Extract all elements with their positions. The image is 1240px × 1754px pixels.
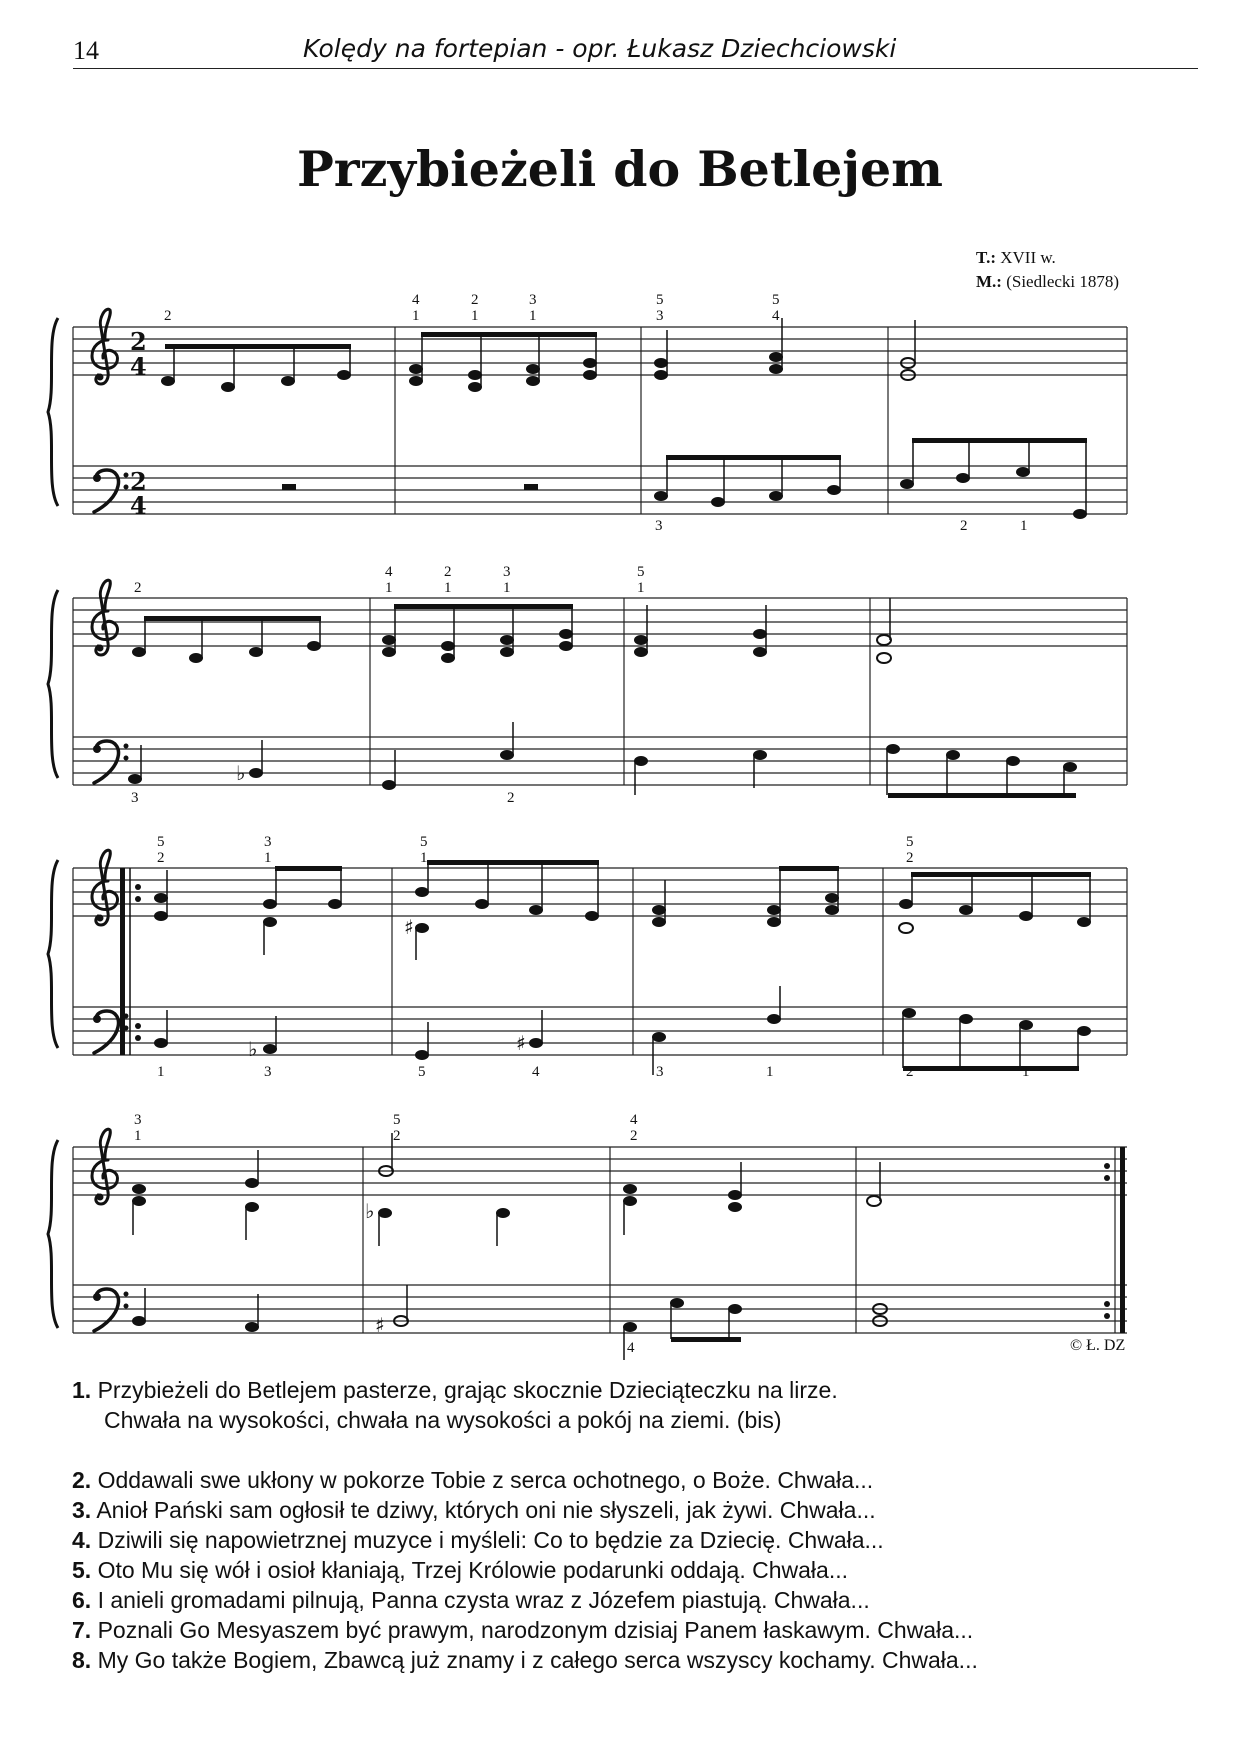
verse-number: 8.	[72, 1647, 92, 1673]
fingering: 2	[471, 292, 479, 308]
fingering: 4	[385, 564, 393, 580]
fingering: 2	[906, 850, 914, 866]
fingering: 2	[164, 308, 172, 324]
fingering: 1	[637, 580, 645, 596]
verse-number: 7.	[72, 1617, 92, 1643]
fingering: 2	[507, 790, 515, 806]
lyrics-verse-3	[72, 1497, 876, 1524]
fingering: 2	[134, 580, 142, 596]
fingering: 3	[503, 564, 511, 580]
verse-text: Dziwili się napowietrznej muzyce i myśleli: Co to będzie za Dziecię. Chwała...	[97, 1527, 884, 1553]
fingering: 1	[420, 850, 428, 866]
lyrics-verse-1	[72, 1377, 838, 1404]
fingering: 1	[264, 850, 272, 866]
lyrics-verse-8	[72, 1647, 978, 1674]
svg-text:♯: ♯	[375, 1313, 385, 1337]
svg-text:4: 4	[130, 491, 147, 520]
fingering: 4	[532, 1064, 540, 1080]
fingering: 1	[766, 1064, 774, 1080]
lyrics-verse-1-refrain: Chwała na wysokości, chwała na wysokości a pokój na ziemi. (bis)	[104, 1407, 782, 1433]
fingering: 3	[656, 308, 664, 324]
music-credit-value: (Siedlecki 1878)	[1006, 272, 1120, 291]
verse-text: I anieli gromadami pilnują, Panna czysta wraz z Józefem piastują. Chwała...	[97, 1587, 870, 1613]
score-system-2	[48, 564, 1127, 806]
lyrics-verse-4	[72, 1527, 884, 1554]
fingering: 3	[529, 292, 537, 308]
verse-number: 4.	[72, 1527, 92, 1553]
verse-text: Oto Mu się wół i osioł kłaniają, Trzej Królowie podarunki oddają. Chwała...	[97, 1557, 848, 1583]
svg-text:♭: ♭	[365, 1199, 375, 1223]
fingering: 5	[393, 1112, 401, 1128]
fingering: 3	[131, 790, 139, 806]
lyrics-verse-2	[72, 1467, 873, 1494]
fingering: 3	[656, 1064, 664, 1080]
fingering: 3	[655, 518, 663, 534]
fingering: 3	[264, 1064, 272, 1080]
fingering: 1	[385, 580, 393, 596]
fingering: 1	[134, 1128, 142, 1144]
fingering: 3	[134, 1112, 142, 1128]
svg-text:2: 2	[130, 467, 147, 496]
score-system-4	[48, 1112, 1127, 1360]
fingering: 5	[418, 1064, 426, 1080]
copyright: © Ł. DZ	[1070, 1337, 1126, 1354]
verse-text: Anioł Pański sam ogłosił te dziwy, których oni nie słyszeli, jak żywi. Chwała...	[96, 1497, 876, 1523]
verse-number: 2.	[72, 1467, 92, 1493]
svg-text:♯: ♯	[516, 1031, 526, 1055]
verse-number: 3.	[72, 1497, 92, 1523]
lyrics-verse-7	[72, 1617, 973, 1644]
fingering: 5	[157, 834, 165, 850]
svg-text:♯: ♯	[404, 915, 414, 939]
verse-text: Przybieżeli do Betlejem pasterze, grając skocznie Dzieciąteczku na lirze.	[97, 1377, 838, 1403]
fingering: 2	[630, 1128, 638, 1144]
fingering: 1	[471, 308, 479, 324]
score-system-3	[48, 834, 1127, 1080]
fingering: 1	[503, 580, 511, 596]
running-title: Kolędy na fortepian - opr. Łukasz Dziechciowski	[303, 34, 897, 63]
verse-number: 6.	[72, 1587, 92, 1613]
song-title: Przybieżeli do Betlejem	[296, 140, 944, 198]
verse-text: Poznali Go Mesyaszem być prawym, narodzonym dzisiaj Panem łaskawym. Chwała...	[97, 1617, 974, 1643]
verse-number: 5.	[72, 1557, 92, 1583]
text-credit-label: T.:	[976, 248, 996, 267]
fingering: 1	[1022, 1064, 1030, 1080]
fingering: 2	[906, 1064, 914, 1080]
fingering: 1	[444, 580, 452, 596]
svg-text:♭: ♭	[236, 761, 246, 785]
fingering: 2	[960, 518, 968, 534]
verse-number: 1.	[72, 1377, 92, 1403]
fingering: 1	[157, 1064, 165, 1080]
lyrics-verse-5	[72, 1557, 848, 1584]
score-system-1	[48, 292, 1127, 534]
fingering: 1	[1020, 518, 1028, 534]
verse-text: My Go także Bogiem, Zbawcą już znamy i z całego serca wszyscy kochamy. Chwała...	[97, 1647, 978, 1673]
svg-text:♭: ♭	[248, 1037, 258, 1061]
fingering: 5	[906, 834, 914, 850]
text-credit-value: XVII w.	[1000, 248, 1056, 267]
fingering: 5	[637, 564, 645, 580]
svg-text:2: 2	[130, 327, 147, 356]
fingering: 2	[444, 564, 452, 580]
fingering: 4	[630, 1112, 638, 1128]
fingering: 3	[264, 834, 272, 850]
svg-text:4: 4	[130, 352, 147, 381]
fingering: 2	[157, 850, 165, 866]
fingering: 1	[412, 308, 420, 324]
music-credit-label: M.:	[976, 272, 1002, 291]
fingering: 1	[529, 308, 537, 324]
verse-text: Oddawali swe ukłony w pokorze Tobie z serca ochotnego, o Boże. Chwała...	[97, 1467, 874, 1493]
fingering: 4	[627, 1340, 635, 1356]
fingering: 4	[412, 292, 420, 308]
lyrics-verse-6	[72, 1587, 870, 1614]
fingering: 5	[772, 292, 780, 308]
fingering: 5	[656, 292, 664, 308]
fingering: 2	[393, 1128, 401, 1144]
fingering: 5	[420, 834, 428, 850]
page-number: 14	[73, 36, 99, 65]
fingering: 4	[772, 308, 780, 324]
